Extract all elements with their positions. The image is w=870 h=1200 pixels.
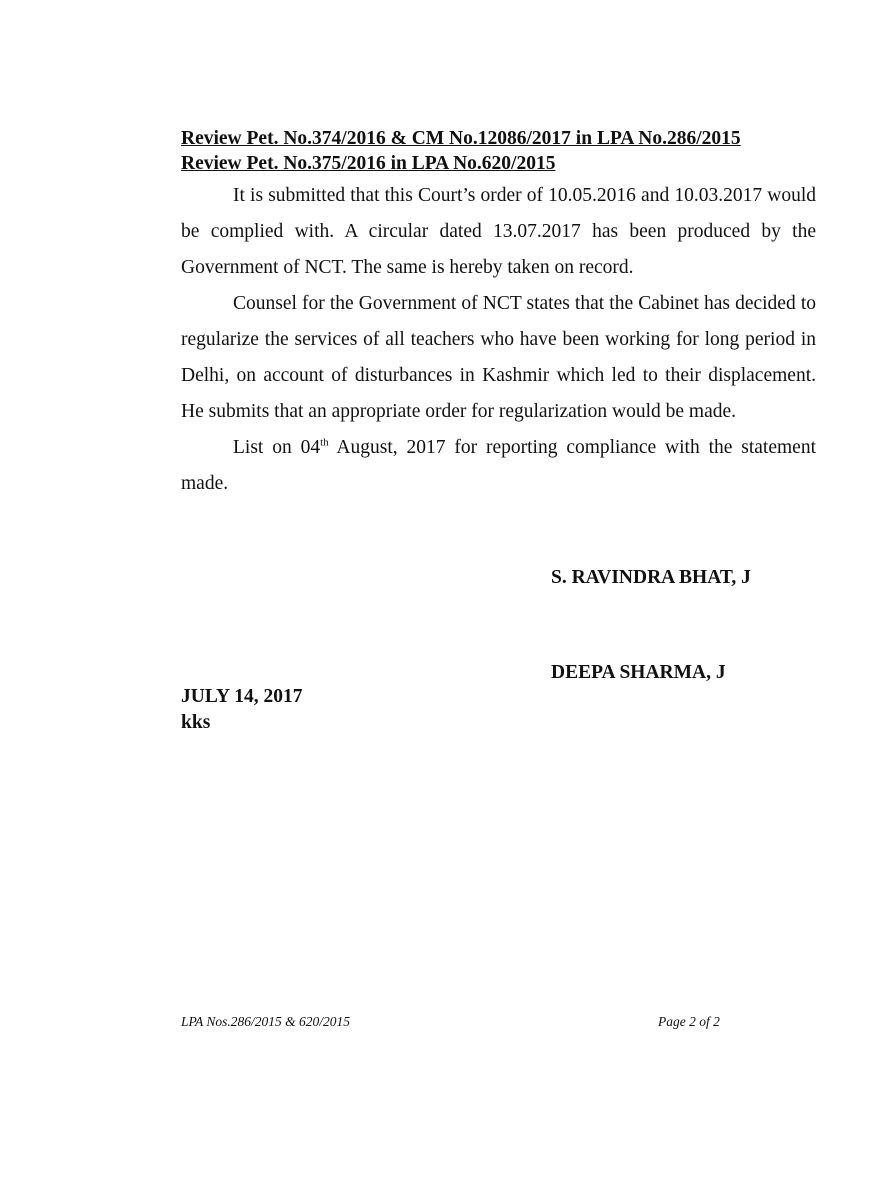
listing-text-end: August, 2017 for reporting compliance with the statement made. bbox=[181, 437, 816, 494]
paragraph-compliance: It is submitted that this Court’s order of 10.05.2016 and 10.03.2017 would be complied with. A circular dated 13.07.2017 has been produced by the Government of NCT. The same is hereby taken on record. bbox=[181, 185, 816, 278]
paragraph-cabinet-decision: Counsel for the Government of NCT states that the Cabinet has decided to regularize the services of all teachers who have been working for long period in Delhi, on account of disturbances in Kashmir which led to their displacement. He submits that an appropriate order for regularization would be made. bbox=[181, 293, 816, 422]
judge-signature-1: S. RAVINDRA BHAT, J bbox=[551, 567, 751, 588]
footer-case-reference: LPA Nos.286/2015 & 620/2015 bbox=[181, 1014, 351, 1029]
order-date: JULY 14, 2017 bbox=[181, 686, 303, 707]
case-heading bbox=[181, 126, 741, 176]
listing-text-start: List on 04 bbox=[233, 437, 321, 458]
clerk-initials: kks bbox=[181, 712, 211, 733]
ordinal-suffix: th bbox=[320, 436, 329, 449]
case-heading-line-2: Review Pet. No.375/2016 in LPA No.620/2015 bbox=[181, 153, 556, 174]
judge-signature-2: DEEPA SHARMA, J bbox=[551, 662, 726, 683]
paragraph-listing bbox=[181, 430, 816, 502]
footer-page-number: Page 2 of 2 bbox=[658, 1014, 720, 1029]
case-heading-line-1: Review Pet. No.374/2016 & CM No.12086/2017 in LPA No.286/2015 bbox=[181, 128, 741, 149]
order-date-block bbox=[181, 684, 303, 736]
order-body bbox=[181, 178, 816, 502]
